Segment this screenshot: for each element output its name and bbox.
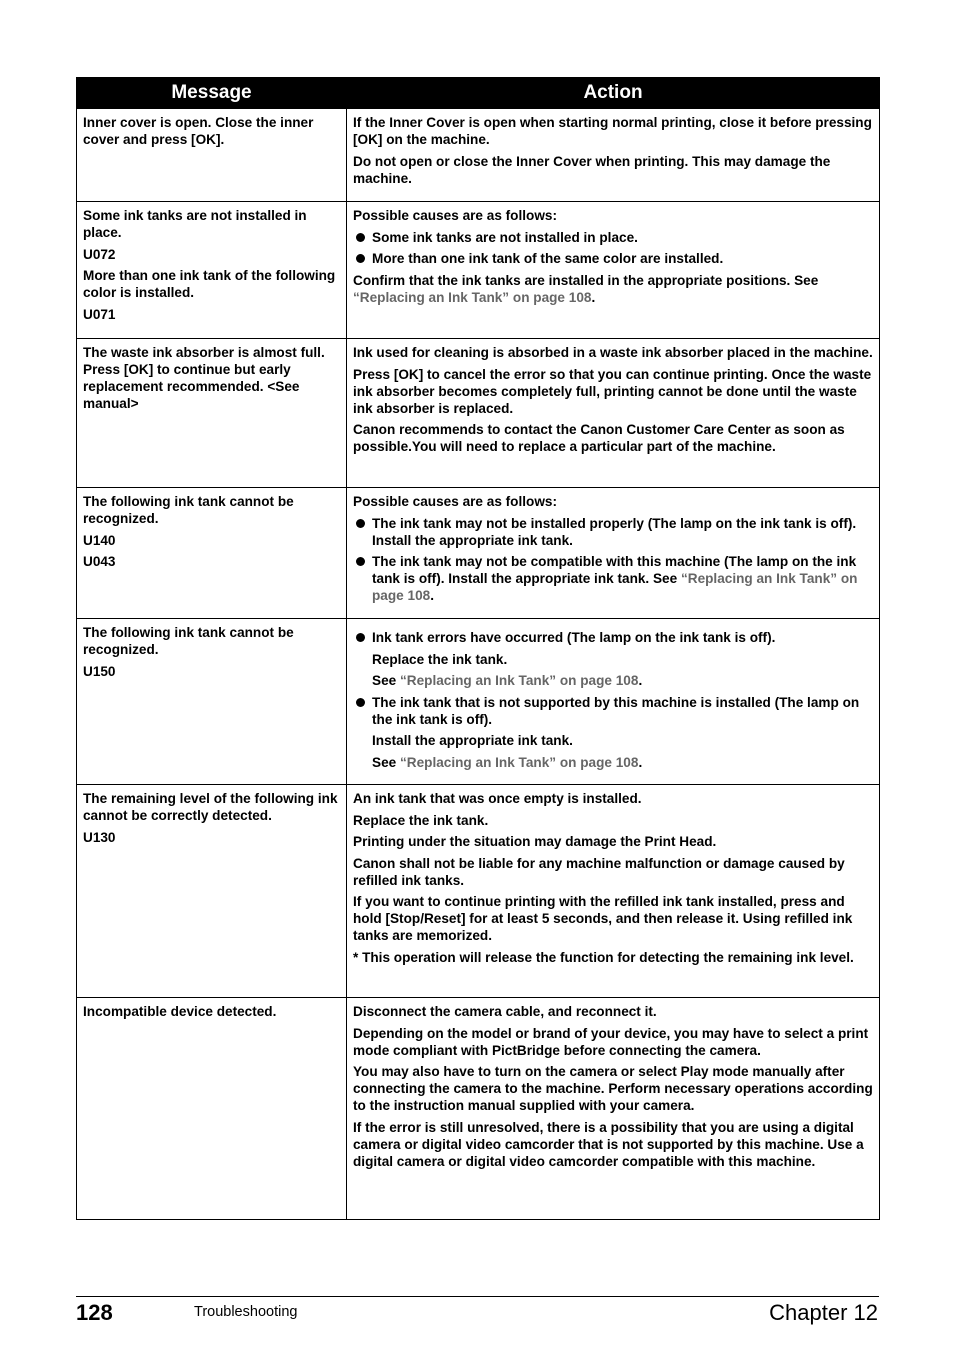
error-message-table <box>76 77 880 1220</box>
cause-text: The ink tank may not be compatible with this machine (The lamp on the ink tank is off). Install the appropriate ink tank. See <box>372 554 857 586</box>
action-text: Do not open or close the Inner Cover when printing. This may damage the machine. <box>353 153 831 186</box>
action-text <box>353 754 873 771</box>
period: . <box>591 289 596 305</box>
action-cell <box>347 339 880 488</box>
action-text <box>353 272 873 306</box>
period: . <box>638 673 643 688</box>
message-text: Inner cover is open. Close the inner cover and press [OK]. <box>83 115 314 147</box>
table-row <box>77 202 880 339</box>
header-message: Message <box>77 78 347 109</box>
message-cell <box>77 488 347 619</box>
table-header-row <box>77 78 880 109</box>
table-row <box>77 488 880 619</box>
error-code: U072 <box>83 246 116 262</box>
cause-list <box>353 515 873 605</box>
cause-item: The ink tank may not be installed properly (The lamp on the ink tank is off). Install the appropriate ink tank. <box>353 515 873 549</box>
action-text: If you want to continue printing with the refilled ink tank installed, press and hold [Stop/Reset] for at least 5 seconds, and then release it. Using refilled ink tanks are memorized. <box>353 894 853 943</box>
message-text: The following ink tank cannot be recognized. <box>83 625 294 657</box>
action-text: If the Inner Cover is open when starting normal printing, close it before pressing [OK] on the machine. <box>353 115 872 147</box>
error-code: U071 <box>83 306 116 322</box>
message-cell <box>77 785 347 998</box>
action-cell <box>347 785 880 998</box>
action-intro: Possible causes are as follows: <box>353 208 557 223</box>
cause-list <box>353 629 873 646</box>
action-intro: Possible causes are as follows: <box>353 494 557 509</box>
cause-list <box>353 694 873 728</box>
table-row <box>77 785 880 998</box>
replacing-ink-tank-link[interactable]: “Replacing an Ink Tank” on page 108 <box>399 754 639 770</box>
action-cell <box>347 202 880 339</box>
header-action: Action <box>347 78 880 109</box>
action-text: If the error is still unresolved, there is a possibility that you are using a digital camera or digital video camcorder that is not supported by this machine. Use a digital camera or digital video camcorder compatible with this machine. <box>353 1119 864 1169</box>
action-text: Depending on the model or brand of your device, you may have to select a print mode compliant with PictBridge before connecting the camera. <box>353 1025 869 1058</box>
cause-item: Some ink tanks are not installed in place. <box>353 229 873 246</box>
replacing-ink-tank-link[interactable]: “Replacing an Ink Tank” on page 108 <box>372 571 858 603</box>
period: . <box>430 588 434 603</box>
action-text: * This operation will release the function for detecting the remaining ink level. <box>353 949 854 965</box>
error-code: U140 <box>83 532 116 548</box>
cause-item: The ink tank that is not supported by this machine is installed (The lamp on the ink tank is off). <box>353 694 873 728</box>
chapter-label: Chapter 12 <box>769 1300 878 1325</box>
action-text: Replace the ink tank. <box>372 651 508 667</box>
error-code: U150 <box>83 663 116 679</box>
message-cell <box>77 619 347 785</box>
cause-list <box>353 229 873 268</box>
action-cell <box>347 109 880 202</box>
action-cell <box>347 488 880 619</box>
action-text: Canon recommends to contact the Canon Customer Care Center as soon as possible.You will need to replace a particular part of the machine. <box>353 422 845 454</box>
action-text: Press [OK] to cancel the error so that you can continue printing. Once the waste ink absorber becomes completely full, printing cannot be done until the waste ink absorber is replaced. <box>353 366 872 416</box>
message-text: More than one ink tank of the following color is installed. <box>83 268 336 300</box>
action-text: Install the appropriate ink tank. <box>372 733 573 748</box>
message-text: Incompatible device detected. <box>83 1004 277 1019</box>
action-text: You may also have to turn on the camera or select Play mode manually after connecting the camera to the machine. Perform necessary operations according to the instruction manual supplied with your camera. <box>353 1064 873 1113</box>
section-title: Troubleshooting <box>194 1304 298 1320</box>
action-text: An ink tank that was once empty is installed. <box>353 791 642 806</box>
message-cell <box>77 339 347 488</box>
table-row <box>77 998 880 1220</box>
replacing-ink-tank-link[interactable]: “Replacing an Ink Tank” on page 108 <box>399 673 639 688</box>
cause-item: More than one ink tank of the same color are installed. <box>353 250 873 267</box>
action-text: Canon shall not be liable for any machine malfunction or damage caused by refilled ink tanks. <box>353 855 845 888</box>
period: . <box>638 754 643 770</box>
action-text: Replace the ink tank. <box>353 812 489 828</box>
table-row <box>77 109 880 202</box>
message-cell <box>77 109 347 202</box>
table-row <box>77 339 880 488</box>
page-number: 128 <box>76 1300 113 1325</box>
message-cell <box>77 998 347 1220</box>
see-label: See <box>372 673 400 688</box>
replacing-ink-tank-link[interactable]: “Replacing an Ink Tank” on page 108 <box>353 289 592 305</box>
message-text: The following ink tank cannot be recognized. <box>83 494 294 526</box>
message-text: The remaining level of the following ink cannot be correctly detected. <box>83 791 338 823</box>
action-text: Ink used for cleaning is absorbed in a waste ink absorber placed in the machine. <box>353 345 873 360</box>
message-cell <box>77 202 347 339</box>
table-row <box>77 619 880 785</box>
message-text: Some ink tanks are not installed in place. <box>83 208 307 240</box>
see-label: See <box>372 754 400 770</box>
action-text-span: Confirm that the ink tanks are installed in the appropriate positions. See <box>353 272 819 288</box>
error-code: U043 <box>83 554 116 569</box>
cause-item: Ink tank errors have occurred (The lamp on the ink tank is off). <box>353 629 873 646</box>
message-text: The waste ink absorber is almost full. Press [OK] to continue but early replacement recommended. <See manual> <box>83 345 325 411</box>
action-text: Disconnect the camera cable, and reconnect it. <box>353 1004 657 1019</box>
action-cell <box>347 998 880 1220</box>
action-text <box>353 672 873 689</box>
error-code: U130 <box>83 829 116 845</box>
cause-item <box>353 553 873 604</box>
action-text: Printing under the situation may damage the Print Head. <box>353 834 717 849</box>
footer-divider <box>76 1296 879 1297</box>
action-cell <box>347 619 880 785</box>
